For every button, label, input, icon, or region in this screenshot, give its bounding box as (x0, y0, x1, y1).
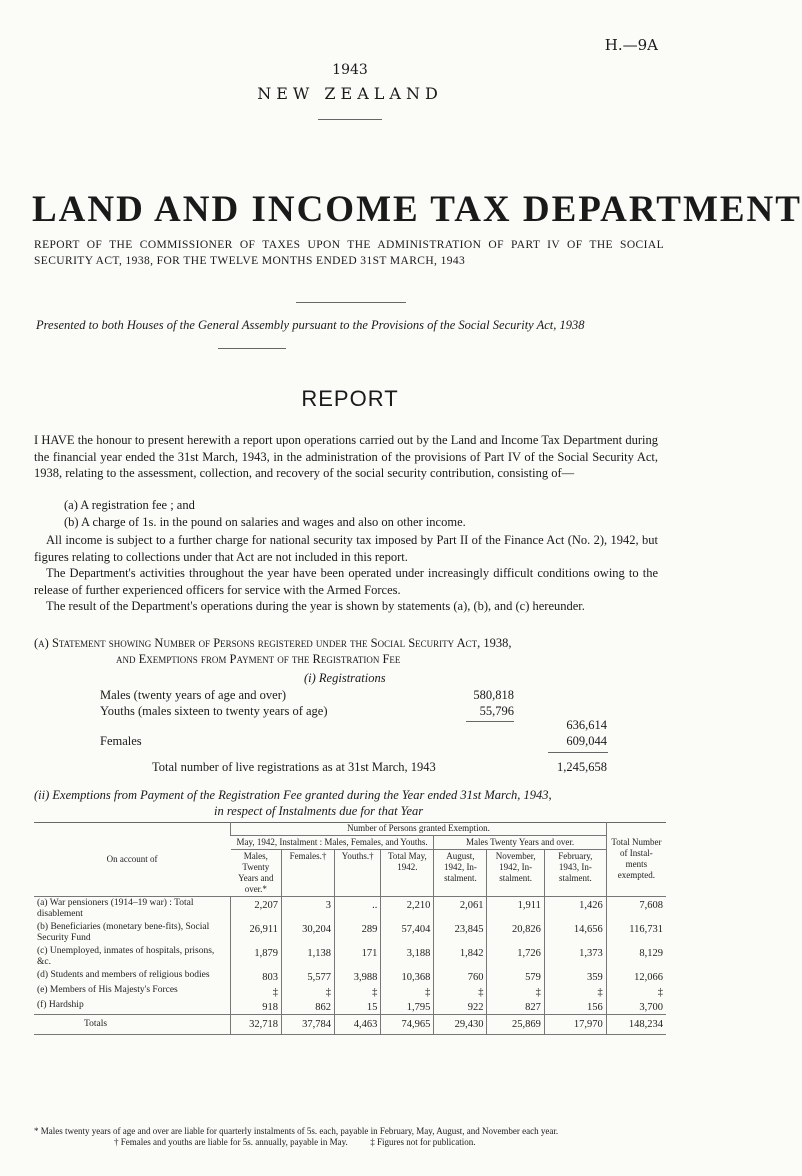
table-row (34, 945, 666, 969)
table-cell: 20,826 (487, 921, 544, 945)
table-cell: 1,842 (434, 945, 487, 969)
col-males: Males, Twenty Years and over.* (231, 850, 282, 897)
table-cell: 760 (434, 969, 487, 984)
table-cell: ‡ (335, 984, 381, 999)
presentation-note: Presented to both Houses of the General Assembly pursuant to the Provisions of the Social Security Act, 1938 (36, 318, 585, 332)
table-cell: 1,373 (544, 945, 606, 969)
table-cell: 289 (335, 921, 381, 945)
table-row (34, 984, 666, 999)
table-cell: 1,795 (381, 999, 434, 1015)
statement-a-heading: (a) Statement showing Number of Persons registered under the Social Security Act, 1938, (34, 636, 512, 650)
divider (218, 348, 286, 349)
intro-paragraph: I HAVE the honour to present herewith a report upon operations carried out by the Land and Income Tax Department during the financial year ended the 31st March, 1943, in the administration of the provisions of Part IV of the Social Security Act, 1938, relating to the assessment, collection, and recovery of the social security contribution, consisting of— (34, 433, 658, 480)
table-cell: 148,234 (606, 1015, 666, 1035)
col-youths: Youths.† (335, 850, 381, 897)
table-cell: 1,426 (544, 897, 606, 922)
male-subtotal-value: 636,614 (566, 718, 607, 732)
females-label: Females (100, 734, 142, 748)
total-registrations-value: 1,245,658 (557, 760, 607, 774)
youths-value: 55,796 (479, 704, 514, 718)
table-cell: ‡ (231, 984, 282, 999)
totals-label: Totals (34, 1015, 231, 1035)
table-row (34, 897, 666, 922)
table-cell: ‡ (487, 984, 544, 999)
table-cell: 579 (487, 969, 544, 984)
youths-label: Youths (males sixteen to twenty years of age) (100, 704, 328, 718)
col-may-header: May, 1942, Instalment : Males, Females, and Youths. (231, 836, 434, 850)
page-title: LAND AND INCOME TAX DEPARTMENT (32, 189, 802, 230)
col-females: Females.† (281, 850, 334, 897)
table-cell: 1,726 (487, 945, 544, 969)
row-label: (f) Hardship (37, 1000, 84, 1010)
table-cell: 803 (231, 969, 282, 984)
statement-a-heading-line2: and Exemptions from Payment of the Registration Fee (116, 652, 401, 666)
table-cell: 25,869 (487, 1015, 544, 1035)
document-year: 1943 (332, 62, 368, 78)
dot-leader (220, 688, 460, 703)
row-label: (b) Beneficiaries (monetary bene-fits), Social Security Fund (37, 922, 210, 943)
table-cell: 29,430 (434, 1015, 487, 1035)
subtotal-rule (466, 721, 514, 722)
paragraph-results: The result of the Department's operations during the year is shown by statements (a), (b), and (c) hereunder. (46, 599, 585, 613)
table-cell: 3,988 (335, 969, 381, 984)
col-total-header: Total Number of Instal-ments exempted. (606, 822, 666, 897)
table-cell: ‡ (606, 984, 666, 999)
paragraph-finance-act: All income is subject to a further charge for national security tax imposed by Part II of the Finance Act (No. 2), 1942, but figures relating to collections under that Act are not included in this report. (34, 533, 658, 564)
table-cell: 17,970 (544, 1015, 606, 1035)
table-cell: 862 (281, 999, 334, 1015)
table-cell: ‡ (434, 984, 487, 999)
table-cell: 3 (281, 897, 334, 922)
table-cell: 8,129 (606, 945, 666, 969)
table-cell: ‡ (281, 984, 334, 999)
table-row (34, 921, 666, 945)
males-label: Males (twenty years of age and over) (100, 688, 287, 702)
footnote-dagger: † Females and youths are liable for 5s. annually, payable in May. (114, 1137, 348, 1147)
table-cell: 15 (335, 999, 381, 1015)
footnote-star: * Males twenty years of age and over are liable for quarterly instalments of 5s. each, payable in February, May, August, and November each year. (34, 1126, 559, 1136)
col-group-header: Number of Persons granted Exemption. (231, 822, 607, 836)
footnote-ddagger: ‡ Figures not for publication. (370, 1137, 476, 1147)
row-label: (e) Members of His Majesty's Forces (37, 985, 178, 995)
col-males-header: Males Twenty Years and over. (434, 836, 606, 850)
paragraph-activities: The Department's activities throughout the year have been operated under increasingly difficult conditions owing to the release of further experienced officers for service with the Armed Forces. (34, 566, 658, 597)
table-cell: 918 (231, 999, 282, 1015)
exemptions-table (34, 822, 666, 1035)
row-label: (a) War pensioners (1914–19 war) : Total disablement (37, 898, 194, 919)
col-november: November, 1942, In-stalment. (487, 850, 544, 897)
paper-reference: H.—9A (604, 36, 658, 54)
table-cell: 10,368 (381, 969, 434, 984)
row-label: (c) Unemployed, inmates of hospitals, prisons, &c. (37, 946, 215, 967)
totals-row (34, 1015, 666, 1035)
row-label: (d) Students and members of religious bodies (37, 970, 210, 980)
table-cell: 32,718 (231, 1015, 282, 1035)
col-february: February, 1943, In-stalment. (544, 850, 606, 897)
table-cell: ‡ (544, 984, 606, 999)
table-cell: 1,911 (487, 897, 544, 922)
item-a: (a) A registration fee ; and (64, 498, 195, 512)
table-cell: 2,210 (381, 897, 434, 922)
table-cell: 5,577 (281, 969, 334, 984)
table-cell: 23,845 (434, 921, 487, 945)
table-cell: 30,204 (281, 921, 334, 945)
table-cell: 74,965 (381, 1015, 434, 1035)
table-row (34, 969, 666, 984)
report-subtitle: REPORT OF THE COMMISSIONER OF TAXES UPON THE ADMINISTRATION OF PART IV OF THE SOCIAL SECURITY ACT, 1938, FOR THE TWELVE MONTHS ENDED 31ST MARCH, 1943 (34, 239, 664, 267)
table-cell: 827 (487, 999, 544, 1015)
table-cell: 171 (335, 945, 381, 969)
table-cell: 1,879 (231, 945, 282, 969)
table-cell: 12,066 (606, 969, 666, 984)
table-cell: 2,061 (434, 897, 487, 922)
item-b: (b) A charge of 1s. in the pound on salaries and wages and also on other income. (64, 515, 466, 529)
table-cell: 57,404 (381, 921, 434, 945)
table-cell: 3,188 (381, 945, 434, 969)
exemptions-heading-line2: in respect of Instalments due for that Year (214, 804, 424, 818)
table-cell: 116,731 (606, 921, 666, 945)
males-value: 580,818 (473, 688, 514, 702)
table-row (34, 999, 666, 1015)
table-cell: 359 (544, 969, 606, 984)
country-heading: NEW ZEALAND (257, 84, 443, 103)
table-cell: 26,911 (231, 921, 282, 945)
exemptions-heading: (ii) Exemptions from Payment of the Registration Fee granted during the Year ended 31st March, 1943, (34, 788, 552, 802)
table-cell: 14,656 (544, 921, 606, 945)
report-heading: REPORT (301, 386, 399, 411)
divider (296, 302, 406, 303)
col-account-header: On account of (34, 822, 231, 897)
registrations-heading: (i) Registrations (304, 671, 386, 685)
table-cell: .. (335, 897, 381, 922)
divider (318, 119, 382, 120)
table-cell: 1,138 (281, 945, 334, 969)
table-cell: 7,608 (606, 897, 666, 922)
total-rule (548, 752, 608, 753)
table-cell: 4,463 (335, 1015, 381, 1035)
total-registrations-label: Total number of live registrations as at 31st March, 1943 (152, 760, 436, 774)
footnotes (34, 1126, 664, 1148)
table-cell: 37,784 (281, 1015, 334, 1035)
table-cell: 922 (434, 999, 487, 1015)
females-value: 609,044 (566, 734, 607, 748)
table-cell: 3,700 (606, 999, 666, 1015)
table-cell: 156 (544, 999, 606, 1015)
col-august: August, 1942, In-stalment. (434, 850, 487, 897)
table-cell: 2,207 (231, 897, 282, 922)
col-total-may: Total May, 1942. (381, 850, 434, 897)
table-cell: ‡ (381, 984, 434, 999)
